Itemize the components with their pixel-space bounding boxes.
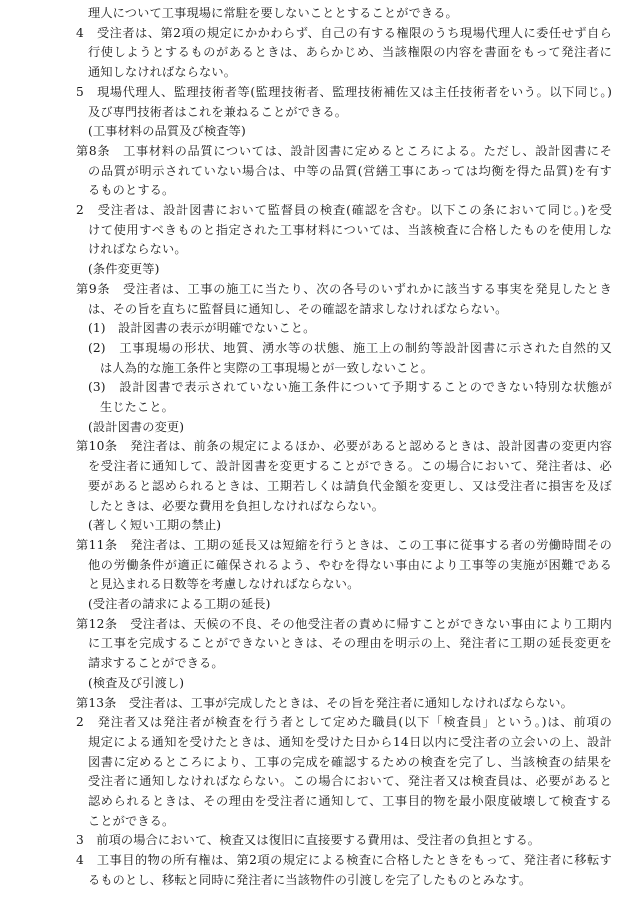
text-line: 受注者に通知しなければならない。この場合において、発注者又は検査員は、必要があると bbox=[88, 774, 612, 789]
text-line: 4 工事目的物の所有権は、第2項の規定による検査に合格したときをもって、発注者に移転す bbox=[76, 853, 612, 868]
text-line: したときは、必要な費用を負担しなければならない。 bbox=[88, 498, 385, 513]
text-line: (条件変更等) bbox=[88, 262, 160, 277]
text-line: 通知しなければならない。 bbox=[88, 65, 237, 80]
text-line: 行使しようとするものがあるときは、あらかじめ、当該権限の内容を書面をもって発注者に bbox=[88, 45, 612, 60]
text-line: を受注者に通知して、設計図書を変更することができる。この場合において、発注者は、必 bbox=[88, 459, 612, 474]
text-line: けて使用すべきものと指定された工事材料については、当該検査に合格したものを使用しな bbox=[88, 222, 612, 237]
text-line: 理人について工事現場に常駐を要しないこととすることができる。 bbox=[88, 6, 458, 20]
text-line: ことができる。 bbox=[88, 813, 175, 828]
text-line: 請求することができる。 bbox=[88, 656, 224, 671]
text-line: 4 受注者は、第2項の規定にかかわらず、自己の有する権限のうち現場代理人に委任せず自ら bbox=[76, 25, 612, 40]
text-line: 及び専門技術者はこれを兼ねることができる。 bbox=[88, 104, 348, 119]
text-line: (著しく短い工期の禁止) bbox=[88, 518, 222, 533]
text-line: (検査及び引渡し) bbox=[88, 675, 185, 690]
text-line: 2 受注者は、設計図書において監督員の検査(確認を含む。以下この条において同じ。)を受 bbox=[76, 203, 612, 217]
text-line: 2 発注者又は発注者が検査を行う者として定めた職員(以下「検査員」という。)は、前項の bbox=[76, 715, 612, 730]
text-line: 要があると認められるときは、工期若しくは請負代金額を変更し、又は受注者に損害を及ぼ bbox=[88, 478, 612, 493]
text-line: (設計図書の変更) bbox=[88, 419, 185, 434]
text-line: (1) 設計図書の表示が明確でないこと。 bbox=[88, 321, 316, 336]
text-line: 他の労働条件が適正に確保されるよう、やむを得ない事由により工事等の実施が困難である bbox=[88, 557, 612, 572]
text-line: 認められるときは、その理由を受注者に通知して、工事目的物を最小限度破壊して検査する bbox=[88, 794, 612, 808]
text-line: (受注者の請求による工期の延長) bbox=[88, 597, 271, 611]
text-line: と見込まれる日数等を考慮しなければならない。 bbox=[88, 577, 360, 592]
text-line: ければならない。 bbox=[88, 242, 187, 257]
text-line: 第11条 発注者は、工期の延長又は短縮を行うときは、この工事に従事する者の労働時間その bbox=[76, 537, 612, 552]
text-line: は、その旨を直ちに監督員に通知し、その確認を請求しなければならない。 bbox=[88, 301, 508, 316]
text-line: (2) 工事現場の形状、地質、湧水等の状態、施工上の制約等設計図書に示された自然的又 bbox=[88, 340, 612, 355]
text-line: は人為的な施工条件と実際の工事現場とが一致しないこと。 bbox=[100, 360, 434, 375]
text-line: 3 前項の場合において、検査又は復旧に直接要する費用は、受注者の負担とする。 bbox=[76, 833, 541, 848]
text-line: るものとする。 bbox=[88, 183, 175, 198]
text-line: に工事を完成することができないときは、その理由を明示の上、発注者に工期の延長変更を bbox=[88, 636, 612, 651]
text-line: (3) 設計図書で表示されていない施工条件について予期することのできない特別な状態が bbox=[88, 380, 612, 395]
text-line: の品質が明示されていない場合は、中等の品質(営繕工事にあっては均衡を得た品質)を有す bbox=[88, 163, 612, 178]
text-line: 第10条 発注者は、前条の規定によるほか、必要があると認めるときは、設計図書の変更内容 bbox=[76, 439, 612, 454]
text-line: るものとし、移転と同時に発注者に当該物件の引渡しを完了したものとみなす。 bbox=[88, 872, 532, 887]
text-line: 生じたこと。 bbox=[100, 400, 175, 414]
text-line: 第8条 工事材料の品質については、設計図書に定めるところによる。ただし、設計図書にそ bbox=[76, 143, 612, 158]
text-line: 第12条 受注者は、天候の不良、その他受注者の責めに帰すことができない事由により工期内 bbox=[76, 616, 612, 631]
text-line: 図書に定めるところにより、工事の完成を確認するための検査を完了し、当該検査の結果を bbox=[88, 754, 612, 769]
text-line: (工事材料の品質及び検査等) bbox=[88, 124, 246, 139]
text-line: 第13条 受注者は、工事が完成したときは、その旨を発注者に通知しなければならない。 bbox=[76, 695, 573, 710]
text-line: 5 現場代理人、監理技術者等(監理技術者、監理技術補佐又は主任技術者をいう。以下同じ。) bbox=[76, 84, 612, 99]
text-line: 規定による通知を受けたときは、通知を受けた日から14日以内に受注者の立会いの上、設計 bbox=[88, 734, 612, 749]
text-line: 第9条 受注者は、工事の施工に当たり、次の各号のいずれかに該当する事実を発見したとき bbox=[76, 281, 612, 296]
